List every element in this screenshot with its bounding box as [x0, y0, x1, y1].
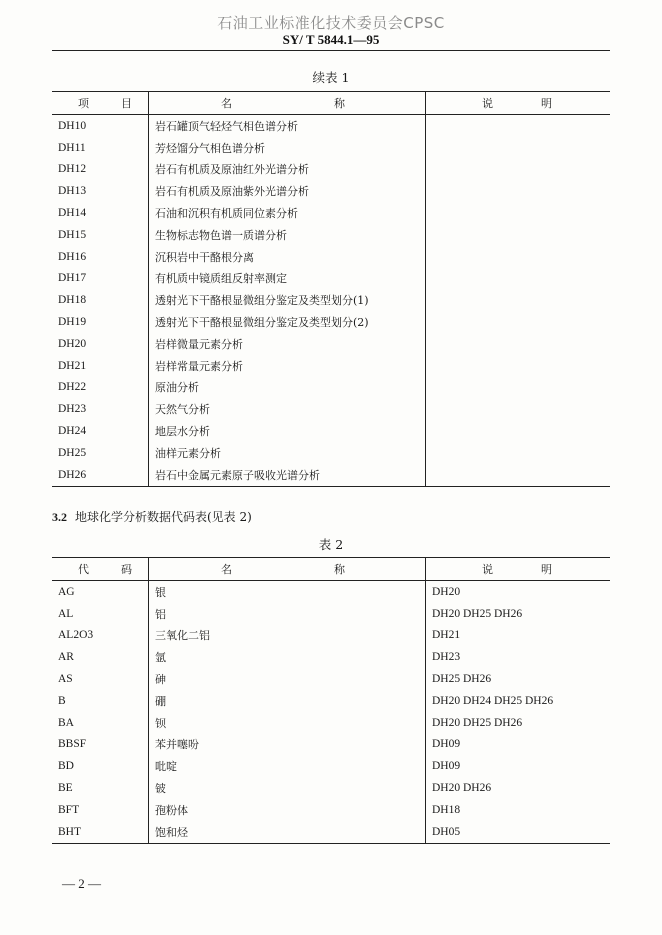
- row-code: DH12: [52, 159, 149, 181]
- row-code: DH13: [52, 180, 149, 202]
- row-note: [426, 377, 611, 399]
- table-row: [52, 777, 610, 799]
- row-name: 沉积岩中干酪根分离: [149, 246, 426, 268]
- header-rule: [52, 50, 610, 51]
- row-name: 透射光下干酪根显微组分鉴定及类型划分(2): [149, 311, 426, 333]
- row-name: 生物标志物色谱一质谱分析: [149, 224, 426, 246]
- table-row: [52, 603, 610, 625]
- row-note: DH20 DH26: [432, 782, 492, 795]
- section-3-2: [52, 508, 252, 525]
- table2-header-name: 名 称: [149, 558, 426, 581]
- row-code: DH22: [52, 377, 149, 399]
- table-row: [52, 333, 610, 355]
- row-note: [426, 355, 611, 377]
- row-name: 石油和沉积有机质同位素分析: [149, 202, 426, 224]
- row-code: BE: [52, 777, 149, 799]
- row-code: DH17: [52, 268, 149, 290]
- table2-header-note: 说 明: [426, 558, 611, 581]
- watermark: 石油工业标准化技术委员会CPSC: [217, 14, 445, 32]
- row-note: DH20 DH25 DH26: [432, 716, 523, 729]
- row-name: 砷: [149, 668, 426, 690]
- table-row: [52, 246, 610, 268]
- table-2: [52, 557, 610, 844]
- row-code: BA: [52, 712, 149, 734]
- row-code: AR: [52, 646, 149, 668]
- row-code: BFT: [52, 799, 149, 821]
- table1-header-row: [52, 92, 610, 115]
- row-name: 硼: [149, 690, 426, 712]
- table1-header-note: 说 明: [426, 92, 611, 115]
- row-note: [426, 137, 611, 159]
- table-row: [52, 137, 610, 159]
- row-code: AL2O3: [52, 625, 149, 647]
- row-code: DH18: [52, 289, 149, 311]
- row-name: 透射光下干酪根显微组分鉴定及类型划分(1): [149, 289, 426, 311]
- row-code: DH23: [52, 398, 149, 420]
- row-code: DH19: [52, 311, 149, 333]
- row-note: [426, 268, 611, 290]
- table1-header-name: 名 称: [149, 92, 426, 115]
- row-note: DH09: [432, 738, 461, 751]
- table-row: [52, 625, 610, 647]
- row-name: 岩石有机质及原油红外光谱分析: [149, 159, 426, 181]
- row-note: DH18: [432, 803, 461, 816]
- row-code: DH14: [52, 202, 149, 224]
- table-row: [52, 202, 610, 224]
- row-note: DH23: [432, 651, 461, 664]
- section-title: 地球化学分析数据代码表(见表 2): [75, 510, 252, 524]
- row-name: 地层水分析: [149, 420, 426, 442]
- table-row: [52, 289, 610, 311]
- row-note: [426, 464, 611, 486]
- row-code: DH20: [52, 333, 149, 355]
- row-note: [426, 333, 611, 355]
- table-row: [52, 159, 610, 181]
- table-row: [52, 311, 610, 333]
- section-number: 3.2: [52, 510, 67, 524]
- table-row: [52, 646, 610, 668]
- row-code: BBSF: [52, 734, 149, 756]
- row-note: [426, 246, 611, 268]
- row-name: 氩: [149, 646, 426, 668]
- row-code: AL: [52, 603, 149, 625]
- row-name: 银: [149, 581, 426, 603]
- row-note: [426, 115, 611, 137]
- document-number: SY/ T 5844.1—95: [282, 32, 380, 47]
- row-note: [426, 180, 611, 202]
- table-row: [52, 690, 610, 712]
- table-row: [52, 821, 610, 843]
- row-note: DH20 DH25 DH26: [432, 607, 523, 620]
- table-row: [52, 712, 610, 734]
- row-note: [426, 202, 611, 224]
- table-row: [52, 668, 610, 690]
- row-note: DH05: [426, 821, 611, 843]
- row-note: DH20: [432, 585, 461, 598]
- table-row: [52, 734, 610, 756]
- row-code: DH24: [52, 420, 149, 442]
- row-code: B: [52, 690, 149, 712]
- row-name: 岩样微量元素分析: [149, 333, 426, 355]
- row-name: 铍: [149, 777, 426, 799]
- table-row: [52, 420, 610, 442]
- row-note: DH21: [432, 629, 461, 642]
- row-code: AG: [52, 581, 149, 603]
- row-name: 钡: [149, 712, 426, 734]
- table1-header-code: 项 目: [52, 92, 149, 115]
- row-name: 吡啶: [149, 755, 426, 777]
- row-note: DH09: [432, 760, 461, 773]
- table-row: [52, 464, 610, 486]
- row-note: [426, 289, 611, 311]
- table-row: [52, 355, 610, 377]
- row-note: [426, 420, 611, 442]
- table2-caption: 表 2: [318, 537, 344, 552]
- row-code: DH25: [52, 442, 149, 464]
- row-code: BD: [52, 755, 149, 777]
- table2-header-row: [52, 558, 610, 581]
- row-note: DH20 DH24 DH25 DH26: [432, 694, 554, 707]
- page-number: — 2 —: [62, 876, 101, 891]
- row-name: 芳烃馏分气相色谱分析: [149, 137, 426, 159]
- row-note: [426, 159, 611, 181]
- table-row: [52, 115, 610, 137]
- table-row: [52, 398, 610, 420]
- row-name: 天然气分析: [149, 398, 426, 420]
- row-name: 岩样常量元素分析: [149, 355, 426, 377]
- row-name: 有机质中镜质组反射率测定: [149, 268, 426, 290]
- row-code: DH16: [52, 246, 149, 268]
- row-note: [426, 398, 611, 420]
- row-note: [426, 224, 611, 246]
- row-name: 孢粉体: [149, 799, 426, 821]
- row-name: 饱和烃: [149, 821, 426, 843]
- row-note: [426, 442, 611, 464]
- row-note: DH25 DH26: [432, 673, 492, 686]
- row-code: DH11: [52, 137, 149, 159]
- row-name: 岩石中金属元素原子吸收光谱分析: [149, 464, 426, 486]
- row-name: 岩石罐顶气轻烃气相色谱分析: [149, 115, 426, 137]
- row-code: DH15: [52, 224, 149, 246]
- table-row: [52, 180, 610, 202]
- row-name: 苯并噻吩: [149, 734, 426, 756]
- table-row: [52, 581, 610, 603]
- row-code: DH10: [52, 115, 149, 137]
- row-name: 油样元素分析: [149, 442, 426, 464]
- row-code: BHT: [52, 821, 149, 843]
- row-name: 三氧化二铝: [149, 625, 426, 647]
- row-code: AS: [52, 668, 149, 690]
- table-row: [52, 755, 610, 777]
- table-row: [52, 377, 610, 399]
- row-note: [426, 311, 611, 333]
- table-row: [52, 799, 610, 821]
- table2-header-code: 代 码: [52, 558, 149, 581]
- row-code: DH21: [52, 355, 149, 377]
- table-row: [52, 224, 610, 246]
- row-name: 原油分析: [149, 377, 426, 399]
- table-row: [52, 442, 610, 464]
- table-row: [52, 268, 610, 290]
- row-name: 铝: [149, 603, 426, 625]
- row-code: DH26: [52, 464, 149, 486]
- table1-caption: 续表 1: [312, 70, 350, 85]
- table-1: [52, 91, 610, 487]
- row-name: 岩石有机质及原油紫外光谱分析: [149, 180, 426, 202]
